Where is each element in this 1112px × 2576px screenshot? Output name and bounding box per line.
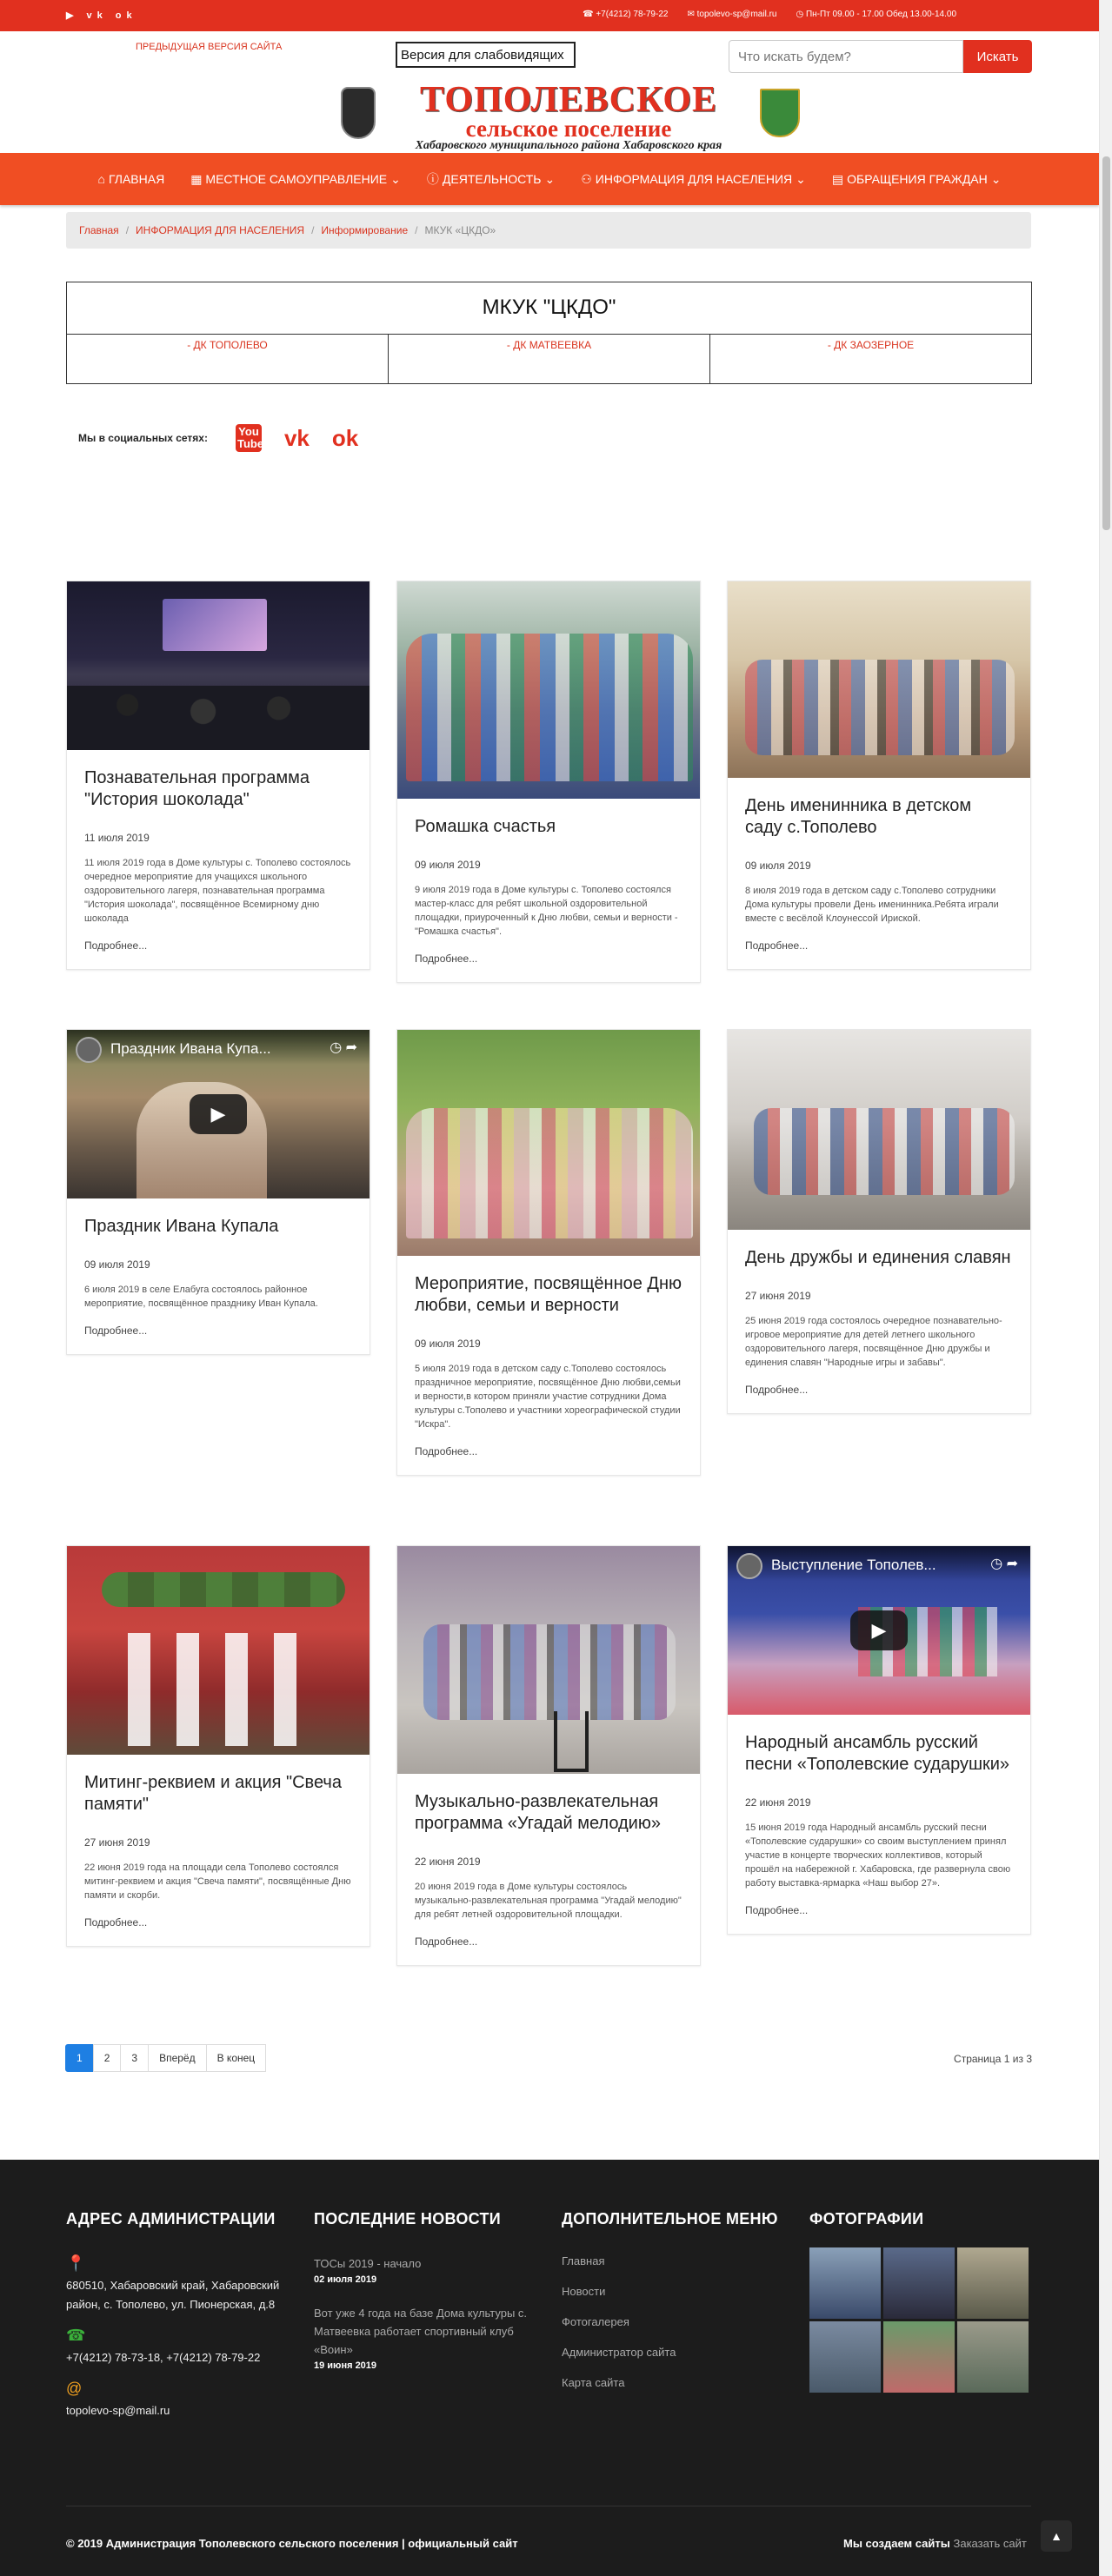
- news-image[interactable]: [728, 1030, 1030, 1230]
- footer-menu-news[interactable]: Новости: [562, 2285, 606, 2298]
- news-text: 11 июля 2019 года в Доме культуры с. Тополево состоялось очередное мероприятие для учащихся школьного оздоровительного лагеря, познавательная программа "История шоколада", посвящённое Всемирному дню шоколада: [84, 858, 351, 924]
- map-marker-icon: 📍: [66, 2254, 86, 2272]
- photo-thumb[interactable]: [809, 2321, 881, 2393]
- org-link-topolevo[interactable]: - ДК ТОПОЛЕВО: [187, 339, 268, 351]
- previous-version-link[interactable]: ПРЕДЫДУЩАЯ ВЕРСИЯ САЙТА: [136, 42, 283, 52]
- org-links-row: [67, 335, 1031, 383]
- news-date: 11 июля 2019: [84, 832, 150, 844]
- news-title[interactable]: Народный ансамбль русский песни «Тополевские сударушки»: [745, 1733, 1010, 1774]
- coat-of-arms-left-icon: [341, 87, 376, 139]
- footer-address: [66, 2210, 283, 2420]
- read-more-link[interactable]: Подробнее...: [84, 1916, 148, 1929]
- read-more-link[interactable]: Подробнее...: [415, 953, 478, 965]
- breadcrumb-separator: /: [415, 224, 418, 236]
- pupils-shape: [128, 1633, 319, 1746]
- scroll-to-top-button[interactable]: ▲: [1041, 2520, 1072, 2552]
- breadcrumb-separator: /: [125, 224, 130, 236]
- news-text: 8 июля 2019 года в детском саду с.Тополево сотрудники Дома культуры провели День именинника.Ребята играли вместе с весёлой Клоунессой Ириской.: [745, 886, 999, 924]
- news-image[interactable]: [397, 1030, 700, 1256]
- last-page-button[interactable]: В конец: [206, 2044, 267, 2072]
- photo-thumb[interactable]: [957, 2247, 1029, 2319]
- page-2-button[interactable]: 2: [93, 2044, 122, 2072]
- main-nav: [0, 153, 1099, 205]
- news-card: [66, 581, 370, 970]
- nav-item-home[interactable]: [98, 172, 165, 186]
- breadcrumb: [66, 212, 1031, 249]
- footer-photos-title: ФОТОГРАФИИ: [809, 2210, 924, 2227]
- search-input[interactable]: [729, 40, 963, 73]
- tug-of-war-shape: [754, 1108, 1015, 1195]
- org-link-zaozernoe[interactable]: - ДК ЗАОЗЕРНОЕ: [709, 335, 1031, 383]
- social-label: Мы в социальных сетях:: [78, 432, 208, 444]
- green-leaves-shape: [102, 1572, 345, 1607]
- chevron-down-icon: ⌄: [796, 171, 806, 186]
- news-card: [66, 1029, 370, 1355]
- news-image[interactable]: [397, 581, 700, 799]
- copyright: © 2019 Администрация Тополевского сельского поселения | официальный сайт: [66, 2537, 518, 2550]
- footer-menu-sitemap[interactable]: Карта сайта: [562, 2376, 625, 2389]
- news-title[interactable]: Митинг-реквием и акция "Свеча памяти": [84, 1773, 342, 1814]
- nav-item-population-info[interactable]: [581, 172, 806, 187]
- org-link-matveevka[interactable]: - ДК МАТВЕЕВКА: [388, 335, 709, 383]
- scrollbar-thumb[interactable]: [1102, 156, 1110, 530]
- low-vision-button[interactable]: Версия для слабовидящих: [396, 42, 576, 68]
- news-date: 09 июля 2019: [415, 1338, 481, 1350]
- top-email[interactable]: ✉ topolevo-sp@mail.ru: [687, 10, 777, 19]
- news-card: [396, 581, 701, 983]
- news-text: 20 июня 2019 года в Доме культуры состоялось музыкально-развлекательная программа "Угадай мелодию" для ребят летней оздоровительной площадки.: [415, 1882, 682, 1920]
- news-text: 9 июля 2019 года в Доме культуры с. Тополево состоялся мастер-класс для ребят школьной оздоровительной площадки, приуроченный к Дню любви, семьи и верности - "Ромашка счастья".: [415, 885, 678, 937]
- news-card: [66, 1545, 370, 1947]
- page-scrollbar[interactable]: [1099, 0, 1112, 2576]
- read-more-link[interactable]: Подробнее...: [84, 1325, 148, 1337]
- footer-news-date: 02 июля 2019: [314, 2274, 377, 2285]
- top-phone: ☎ +7(4212) 78-79-22: [583, 10, 669, 19]
- video-title[interactable]: Выступление Тополев...: [771, 1557, 936, 1573]
- news-title[interactable]: Познавательная программа "История шоколада": [84, 768, 310, 809]
- top-social-icons[interactable]: ▶ vk ok: [66, 10, 137, 21]
- footer-address-title: АДРЕС АДМИНИСТРАЦИИ: [66, 2210, 276, 2227]
- org-title: МКУК "ЦКДО": [67, 282, 1031, 335]
- top-contacts: [583, 10, 956, 19]
- video-share-icon[interactable]: ◷ ➦: [990, 1557, 1018, 1571]
- news-card: [727, 1029, 1031, 1414]
- news-title[interactable]: День именинника в детском саду с.Тополево: [745, 796, 972, 837]
- nav-label: ДЕЯТЕЛЬНОСТЬ: [442, 172, 542, 186]
- nav-label: ОБРАЩЕНИЯ ГРАЖДАН: [847, 172, 988, 186]
- photo-thumb[interactable]: [957, 2321, 1029, 2393]
- nav-label: МЕСТНОЕ САМОУПРАВЛЕНИЕ: [205, 172, 388, 186]
- news-date: 22 июня 2019: [415, 1856, 481, 1868]
- building-icon: ▦: [190, 171, 203, 186]
- nav-item-self-government[interactable]: [190, 172, 401, 187]
- nav-label: ИНФОРМАЦИЯ ДЛЯ НАСЕЛЕНИЯ: [595, 172, 793, 186]
- footer-menu-home[interactable]: Главная: [562, 2254, 605, 2267]
- logo-line-2: сельское поселение: [465, 116, 672, 142]
- footer-news-item[interactable]: Вот уже 4 года на базе Дома культуры с. Матвеевка работает спортивный клуб «Воин»: [314, 2307, 528, 2356]
- nav-item-activity[interactable]: [427, 170, 555, 188]
- chevron-down-icon: ⌄: [390, 171, 401, 186]
- footer-address-text: 680510, Хабаровский край, Хабаровский район, с. Тополево, ул. Пионерская, д.8: [66, 2279, 280, 2311]
- order-site-link[interactable]: Заказать сайт: [953, 2537, 1027, 2550]
- news-date: 09 июля 2019: [84, 1258, 150, 1271]
- page-1-button[interactable]: 1: [65, 2044, 94, 2072]
- vk-icon[interactable]: vk: [283, 424, 310, 451]
- news-text: 25 июня 2019 года состоялось очередное познавательно-игровое мероприятие для детей летнего школьного оздоровительного лагеря, посвящённое Дню дружбы и единения славян "Народные игры и забавы".: [745, 1316, 1002, 1368]
- info-icon: ⓘ: [426, 172, 439, 186]
- breadcrumb-separator: /: [311, 224, 315, 236]
- nav-item-appeals[interactable]: [832, 172, 1002, 187]
- photo-thumb[interactable]: [809, 2247, 881, 2319]
- audience-shape: [67, 686, 370, 750]
- news-date: 09 июля 2019: [415, 859, 481, 871]
- channel-avatar: [76, 1037, 102, 1063]
- footer: [0, 2160, 1099, 2576]
- girls-dancing-shape: [406, 1108, 693, 1238]
- news-card: [727, 581, 1031, 970]
- chair-shape: [554, 1711, 589, 1772]
- children-group-shape: [406, 634, 693, 781]
- read-more-link[interactable]: Подробнее...: [415, 1935, 478, 1948]
- next-page-button[interactable]: Вперёд: [148, 2044, 207, 2072]
- footer-photos: [809, 2210, 1035, 2393]
- channel-avatar: [736, 1553, 762, 1579]
- document-icon: ▤: [831, 171, 844, 186]
- photo-thumb[interactable]: [883, 2247, 955, 2319]
- email-icon: @: [66, 2380, 83, 2397]
- video-embed[interactable]: [67, 1030, 370, 1198]
- footer-news-date: 19 июня 2019: [314, 2360, 377, 2371]
- children-dancing-shape: [745, 660, 1015, 755]
- read-more-link[interactable]: Подробнее...: [745, 1904, 809, 1916]
- page-info: Страница 1 из 3: [954, 2053, 1032, 2065]
- chevron-down-icon: ⌄: [990, 171, 1002, 186]
- dance-game-shape: [423, 1624, 676, 1720]
- video-title[interactable]: Праздник Ивана Купа...: [110, 1040, 271, 1057]
- news-card: [396, 1029, 701, 1476]
- nav-label: ГЛАВНАЯ: [108, 172, 165, 186]
- news-title[interactable]: День дружбы и единения славян: [745, 1248, 1011, 1267]
- org-table: [66, 282, 1032, 384]
- read-more-link[interactable]: Подробнее...: [84, 939, 148, 952]
- video-embed[interactable]: [728, 1546, 1030, 1715]
- footer-menu: [562, 2210, 788, 2407]
- made-by-text: Мы создаем сайты: [843, 2537, 950, 2550]
- footer-news-title: ПОСЛЕДНИЕ НОВОСТИ: [314, 2210, 502, 2227]
- news-text: 15 июня 2019 года Народный ансамбль русский песни «Тополевские сударушки» со своим выступлением принял участие в концерте творческих коллективов, который прошёл на набережной г. Хабаровска, где развернула свою работу выставка-ярмарка «Наш выбор 27».: [745, 1822, 1011, 1889]
- news-date: 22 июня 2019: [745, 1796, 811, 1809]
- news-text: 6 июля 2019 в селе Елабуга состоялось районное мероприятие, посвящённое празднику Иван Купала.: [84, 1285, 318, 1309]
- social-block: [78, 424, 358, 452]
- stage-screen-icon: [163, 599, 267, 651]
- news-image[interactable]: [67, 1546, 370, 1755]
- footer-menu-admin[interactable]: Администратор сайта: [562, 2346, 676, 2359]
- news-date: 27 июня 2019: [84, 1836, 150, 1849]
- pagination: [66, 2044, 266, 2072]
- footer-email[interactable]: topolevo-sp@mail.ru: [66, 2404, 170, 2417]
- photo-grid: [809, 2247, 1035, 2393]
- footer-news: [314, 2210, 540, 2390]
- news-title[interactable]: Музыкально-развлекательная программа «Угадай мелодию»: [415, 1792, 661, 1833]
- news-text: 22 июня 2019 года на площади села Тополево состоялся митинг-реквием и акция "Свеча памяти", посвящённые Дню памяти и скорби.: [84, 1862, 351, 1901]
- news-title[interactable]: Праздник Ивана Купала: [84, 1217, 279, 1236]
- read-more-link[interactable]: Подробнее...: [745, 939, 809, 952]
- made-by: [843, 2537, 1027, 2550]
- footer-news-item[interactable]: ТОСы 2019 - начало: [314, 2257, 422, 2270]
- read-more-link[interactable]: Подробнее...: [745, 1384, 809, 1396]
- news-card: [727, 1545, 1031, 1935]
- news-text: 5 июля 2019 года в детском саду с.Тополево состоялось праздничное мероприятие, посвящённое Дню любви,семьи и верности,в котором приняли участие сотрудники Дома культуры с.Тополево и участники хореографической студии "Искра".: [415, 1364, 681, 1430]
- video-title-bar: [67, 1030, 370, 1065]
- photo-thumb[interactable]: [883, 2321, 955, 2393]
- breadcrumb-informing[interactable]: Информирование: [321, 224, 409, 236]
- top-hours: ◷ Пн-Пт 09.00 - 17.00 Обед 13.00-14.00: [796, 10, 956, 19]
- news-image[interactable]: [397, 1546, 700, 1774]
- ok-icon[interactable]: ok: [331, 424, 359, 451]
- news-card: [396, 1545, 701, 1966]
- news-date: 27 июня 2019: [745, 1290, 811, 1302]
- read-more-link[interactable]: Подробнее...: [415, 1445, 478, 1457]
- footer-phones: +7(4212) 78-73-18, +7(4212) 78-79-22: [66, 2351, 261, 2364]
- video-title-bar: [728, 1546, 1030, 1581]
- breadcrumb-home[interactable]: Главная: [79, 224, 119, 236]
- video-share-icon[interactable]: ◷ ➦: [330, 1040, 357, 1055]
- logo-line-3: Хабаровского муниципального района Хабаровского края: [415, 139, 722, 152]
- home-icon: ⌂: [97, 172, 105, 186]
- site-logo[interactable]: [339, 80, 800, 152]
- breadcrumb-current: МКУК «ЦКДО»: [424, 224, 496, 236]
- news-title[interactable]: Ромашка счастья: [415, 817, 556, 836]
- users-icon: ⚇: [581, 171, 592, 186]
- play-icon[interactable]: ▶: [850, 1610, 908, 1650]
- search-button[interactable]: Искать: [963, 40, 1032, 73]
- play-icon[interactable]: ▶: [190, 1094, 247, 1134]
- footer-menu-title: ДОПОЛНИТЕЛЬНОЕ МЕНЮ: [562, 2210, 778, 2227]
- phone-icon: ☎: [66, 2327, 86, 2344]
- news-image[interactable]: [67, 581, 370, 750]
- page-3-button[interactable]: 3: [120, 2044, 149, 2072]
- footer-menu-gallery[interactable]: Фотогалерея: [562, 2315, 629, 2328]
- coat-of-arms-right-icon: [760, 89, 800, 137]
- news-date: 09 июля 2019: [745, 860, 811, 872]
- news-image[interactable]: [728, 581, 1030, 778]
- news-title[interactable]: Мероприятие, посвящённое Дню любви, семьи и верности: [415, 1274, 683, 1315]
- youtube-icon[interactable]: You Tube: [236, 425, 264, 450]
- top-bar: [0, 0, 1099, 31]
- chevron-down-icon: ⌄: [544, 171, 556, 186]
- logo-line-1: ТОПОЛЕВСКОЕ: [419, 80, 718, 120]
- breadcrumb-population-info[interactable]: ИНФОРМАЦИЯ ДЛЯ НАСЕЛЕНИЯ: [136, 224, 305, 236]
